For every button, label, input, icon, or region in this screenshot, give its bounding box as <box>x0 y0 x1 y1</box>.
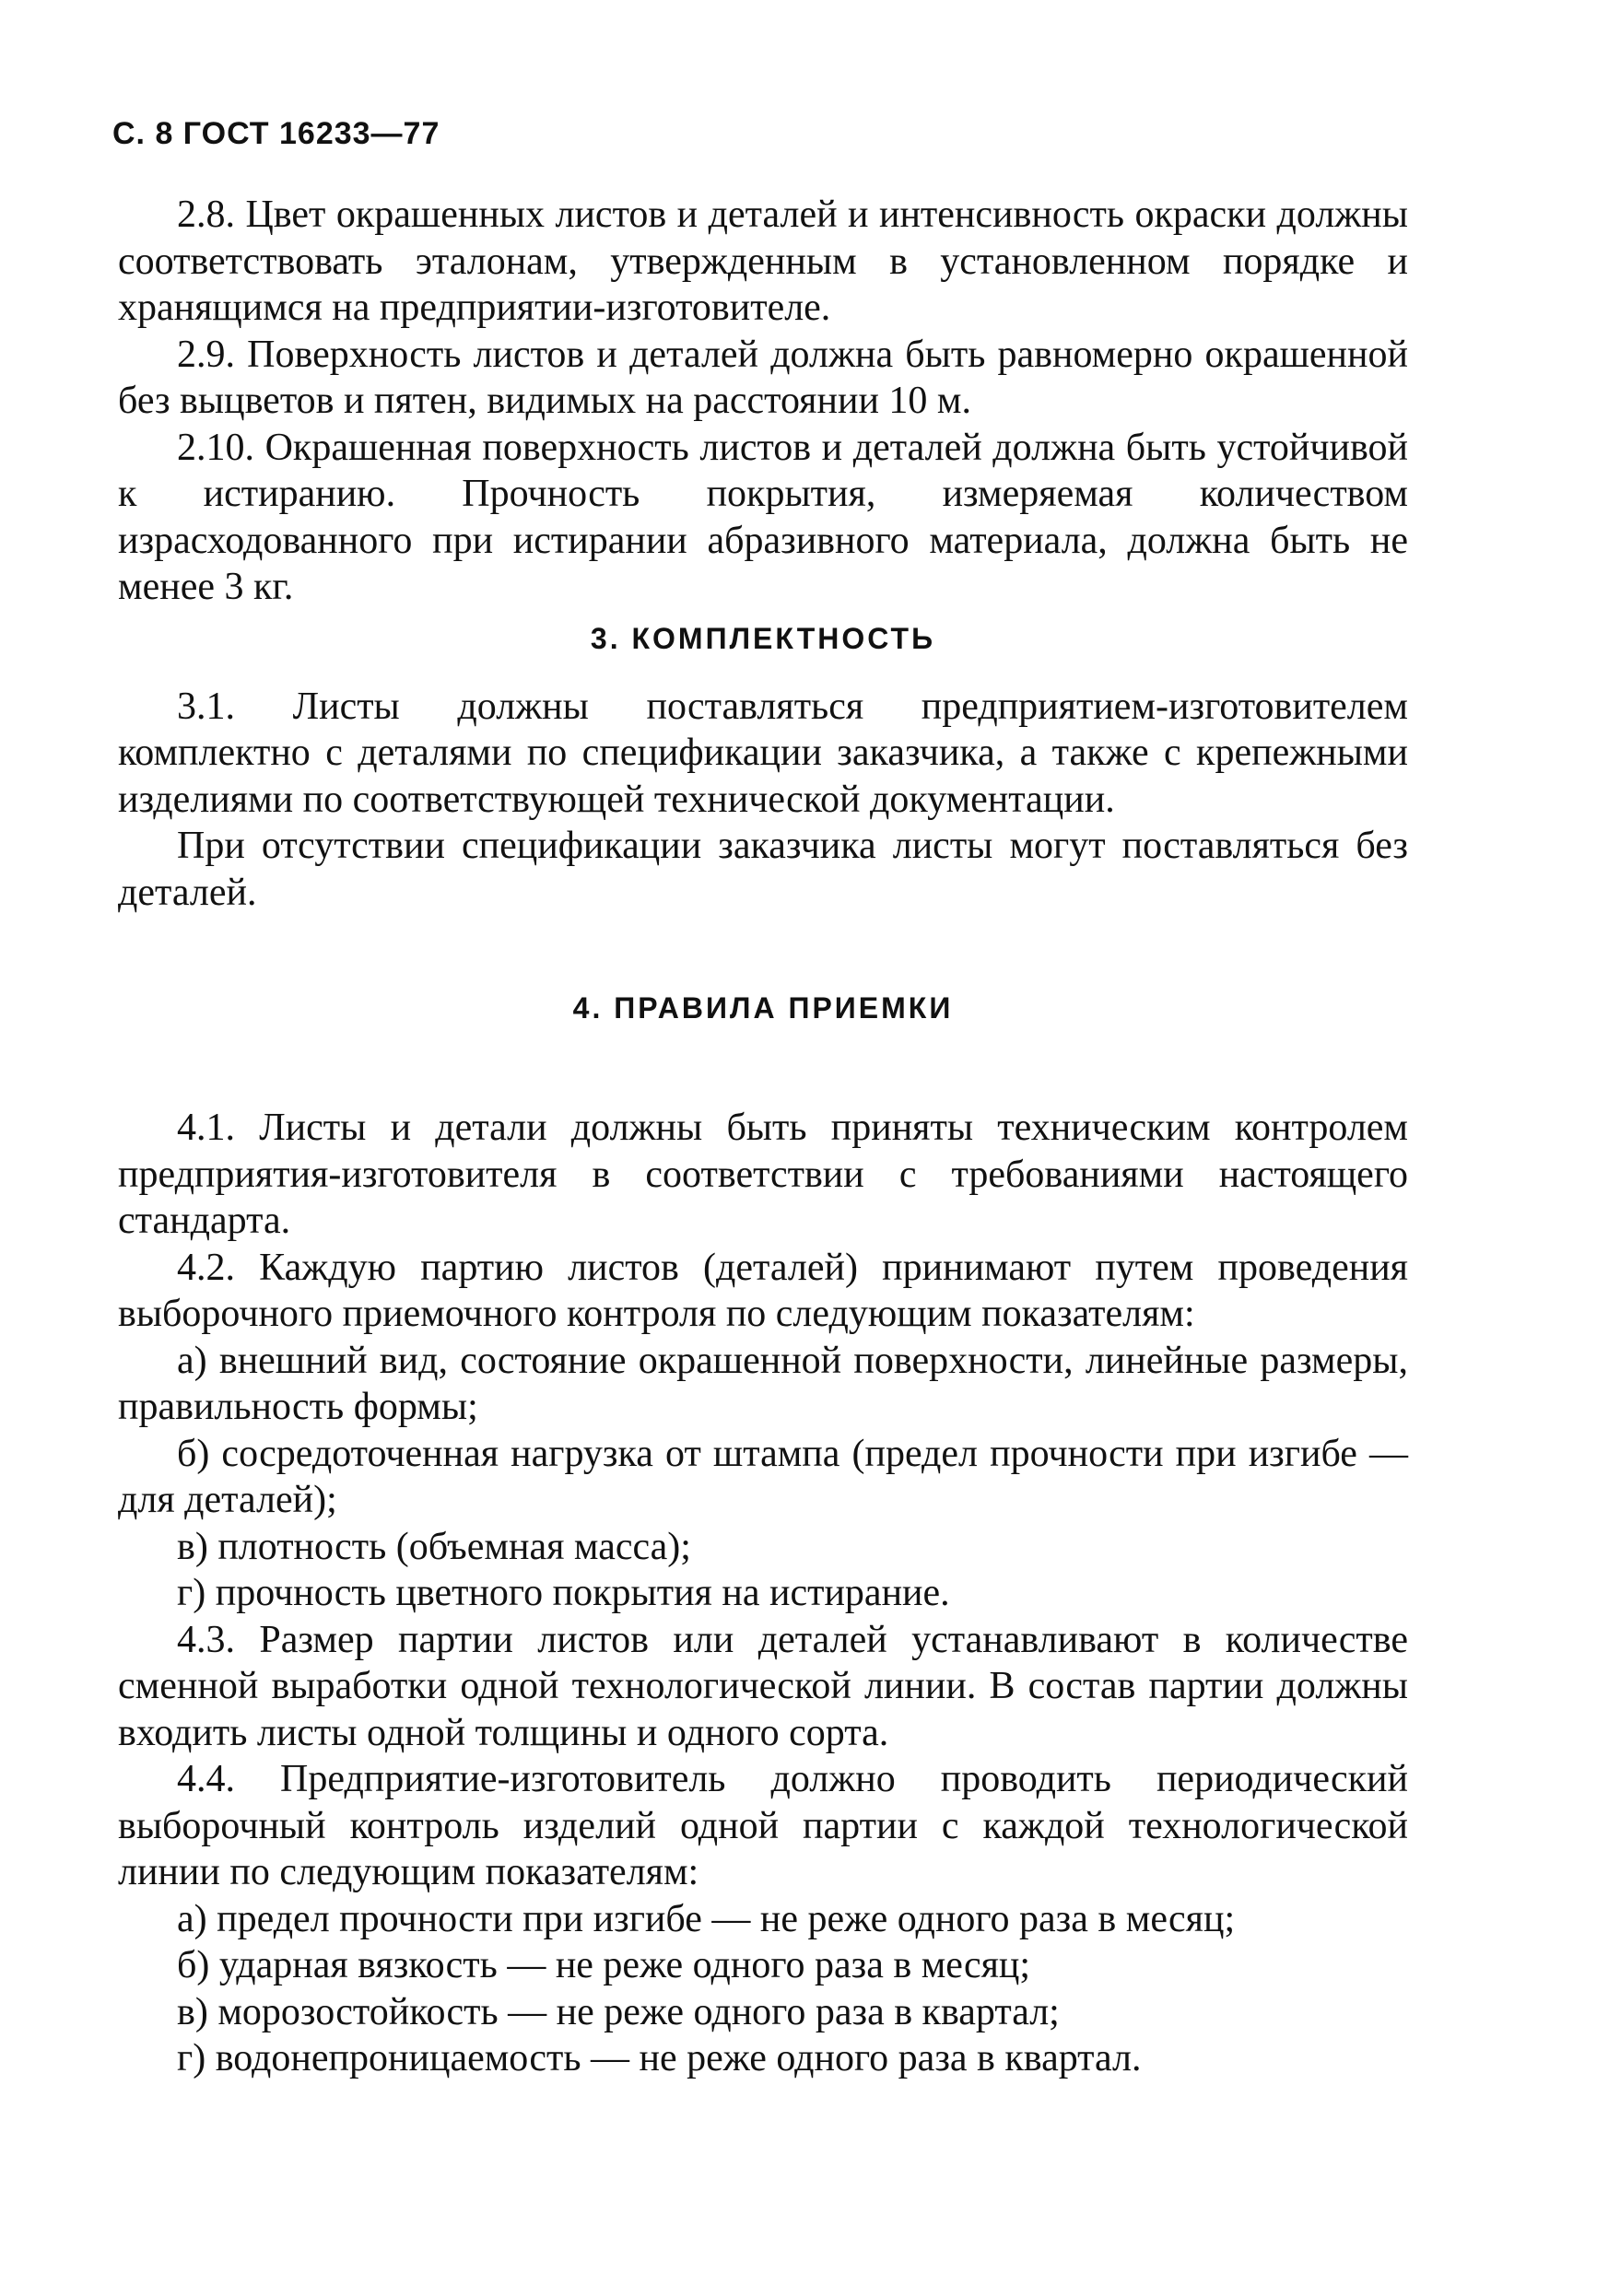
list-item-4-4-g: г) водонепроницаемость — не реже одного раза в квартал. <box>177 2037 1142 2079</box>
page-header: С. 8 ГОСТ 16233—77 <box>112 116 440 151</box>
paragraph-2-8: 2.8. Цвет окрашенных листов и деталей и интенсивность окраски должны соответствовать эталонам, утвержденным в установленном порядке и хранящимся на предприятии-изготовителе. <box>118 193 1408 329</box>
paragraph-3-1: 3.1. Листы должны поставляться предприятием-изготовителем комплектно с деталями по спецификации заказчика, а также с крепежными изделиями по соответствующей технической документации. <box>118 685 1408 821</box>
list-item-4-4-a: а) предел прочности при изгибе — не реже одного раза в месяц; <box>177 1897 1236 1940</box>
paragraph-4-4: 4.4. Предприятие-изготовитель должно проводить периодический выборочный контроль изделий одной партии с каждой технологической линии по следующим показателям: <box>118 1758 1408 1893</box>
section-4-title: 4. ПРАВИЛА ПРИЕМКИ <box>572 991 954 1025</box>
document-body <box>118 192 1408 2082</box>
list-item-4-4-b: б) ударная вязкость — не реже одного раза в месяц; <box>177 1944 1031 1986</box>
paragraph-3-note: При отсутствии спецификации заказчика листы могут поставляться без деталей. <box>118 825 1408 914</box>
paragraph-4-1: 4.1. Листы и детали должны быть приняты техническим контролем предприятия-изготовителя в соответствии с требованиями настоящего стандарта. <box>118 1107 1408 1242</box>
list-item-4-2-v: в) плотность (объемная масса); <box>177 1525 691 1568</box>
list-item-4-2-b: б) сосредоточенная нагрузка от штампа (предел прочности при изгибе — для деталей); <box>118 1432 1408 1521</box>
paragraph-2-10: 2.10. Окрашенная поверхность листов и деталей должна быть устойчивой к истиранию. Прочность покрытия, измеряемая количеством израсходованного при истирании абразивного материала, должна быть не менее 3 кг. <box>118 426 1408 608</box>
list-item-4-2-a: а) внешний вид, состояние окрашенной поверхности, линейные размеры, правильность формы; <box>118 1339 1408 1428</box>
section-3-title: 3. КОМПЛЕКТНОСТЬ <box>590 621 936 655</box>
list-item-4-2-g: г) прочность цветного покрытия на истирание. <box>177 1572 950 1614</box>
paragraph-4-3: 4.3. Размер партии листов или деталей устанавливают в количестве сменной выработки одной технологической линии. В состав партии должны входить листы одной толщины и одного сорта. <box>118 1618 1408 1754</box>
paragraph-4-2: 4.2. Каждую партию листов (деталей) принимают путем проведения выборочного приемочного контроля по следующим показателям: <box>118 1246 1408 1335</box>
paragraph-2-9: 2.9. Поверхность листов и деталей должна быть равномерно окрашенной без выцветов и пятен, видимых на расстоянии 10 м. <box>118 333 1408 422</box>
list-item-4-4-v: в) морозостойкость — не реже одного раза в квартал; <box>177 1990 1060 2033</box>
